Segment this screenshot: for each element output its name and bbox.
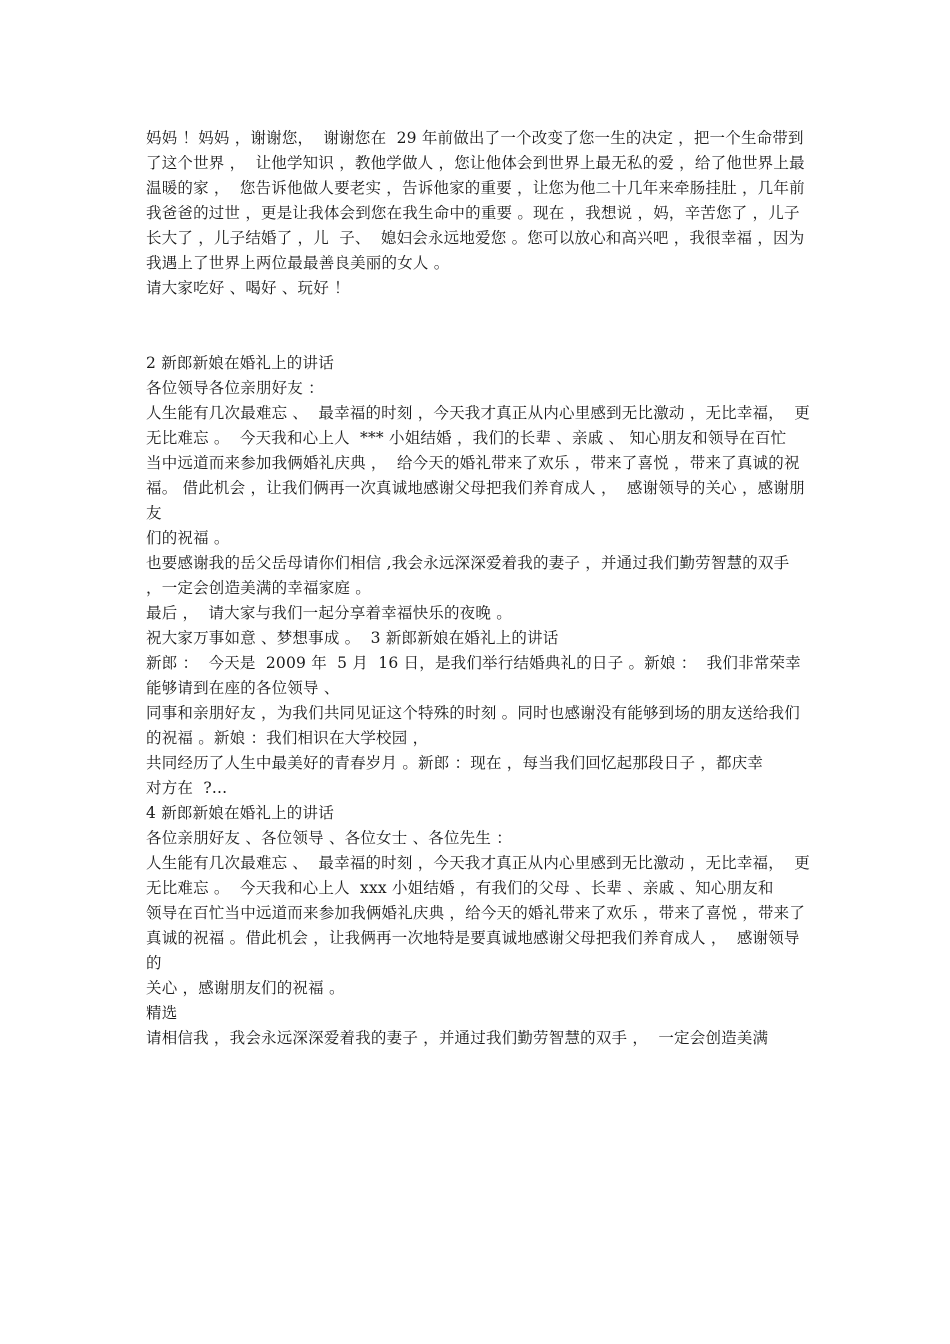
paragraph: 请大家吃好 、喝好 、玩好 ！ <box>146 279 350 297</box>
paragraph: 真诚的祝福 。借此机会 ，让我俩再一次地特是要真诚地感谢父母把我们养育成人 ， 感谢领导的 <box>146 929 800 972</box>
section-heading: 2 新郎新娘在婚礼上的讲话 <box>146 354 334 372</box>
paragraph: 们的祝福 。 <box>146 529 230 547</box>
paragraph: 人生能有几次最难忘 、 最幸福的时刻 ，今天我才真正从内心里感到无比激动 ，无比幸福， 更无比难忘 。 今天我和心上人 xxx 小姐结婚 ，有我们的父母 、长辈 、亲戚 、知心朋友和 <box>146 854 810 897</box>
paragraph: 当中远道而来参加我俩婚礼庆典 ， 给今天的婚礼带来了欢乐 ，带来了喜悦 ，带来了真诚的祝 <box>146 454 800 472</box>
paragraph: 同事和亲朋好友 ，为我们共同见证这个特殊的时刻 。同时也感谢没有能够到场的朋友送给我们的祝福 。新娘 ：我们相识在大学校园 ， <box>146 704 800 747</box>
paragraph-spacer <box>146 301 810 351</box>
paragraph: 祝大家万事如意 、梦想事成 。 3 新郎新娘在婚礼上的讲话 <box>146 629 559 647</box>
paragraph: 关心 ，感谢朋友们的祝福 。 <box>146 979 345 997</box>
paragraph: 精选 <box>146 1004 178 1022</box>
paragraph: 对方在 ?... <box>146 779 228 797</box>
paragraph: 人生能有几次最难忘 、 最幸福的时刻 ，今天我才真正从内心里感到无比激动 ，无比幸福， 更无比难忘 。 今天我和心上人 *** 小姐结婚 ，我们的长辈 、亲戚 、 知心朋友和领导在百忙 <box>146 404 810 447</box>
paragraph: 最后 ， 请大家与我们一起分享着幸福快乐的夜晚 。 <box>146 604 512 622</box>
paragraph: 领导在百忙当中远道而来参加我俩婚礼庆典 ，给今天的婚礼带来了欢乐 ，带来了喜悦 ，带来了 <box>146 904 806 922</box>
paragraph: 新郎 ： 今天是 2009 年 5 月 16 日，是我们举行结婚典礼的日子 。新娘 ： 我们非常荣幸 <box>146 654 801 672</box>
paragraph: 能够请到在座的各位领导 、 <box>146 679 340 697</box>
paragraph: 福。 借此机会 ，让我们俩再一次真诚地感谢父母把我们养育成人 ， 感谢领导的关心 ，感谢朋友 <box>146 479 805 522</box>
section-heading: 4 新郎新娘在婚礼上的讲话 <box>146 804 334 822</box>
paragraph: 妈妈 ！妈妈 ，谢谢您， 谢谢您在 29 年前做出了一个改变了您一生的决定 ，把一个生命带到了这个世界 ， 让他学知识 ，教他学做人 ，您让他体会到世界上最无私的爱 ，给了他世界上最温暖的家 ， 您告诉他做人要老实 ，告诉他家的重要 ，让您为他二十几年来牵肠挂肚 ，几年前我爸爸的过世 ，更是让我体会到您在我生命中的重要 。现在 ，我想说 ，妈，辛苦您了 ，儿子长大了 ，儿子结婚了 ，儿 子、 媳妇会永远地爱您 。您可以放心和高兴吧 ，我很幸福 ，因为我遇上了世界上两位最最善良美丽的女人 。 <box>146 129 805 272</box>
document-body <box>146 126 810 1051</box>
paragraph: 共同经历了人生中最美好的青春岁月 。新郎 ：现在 ，每当我们回忆起那段日子 ，都庆幸 <box>146 754 764 772</box>
paragraph: 各位领导各位亲朋好友 ： <box>146 379 324 397</box>
paragraph: 各位亲朋好友 、各位领导 、各位女士 、各位先生 ： <box>146 829 512 847</box>
paragraph: 也要感谢我的岳父岳母请你们相信 ,我会永远深深爱着我的妻子 ，并通过我们勤劳智慧的双手 ，一定会创造美满的幸福家庭 。 <box>146 554 795 597</box>
paragraph: 请相信我 ，我会永远深深爱着我的妻子 ，并通过我们勤劳智慧的双手 ， 一定会创造美满 <box>146 1029 769 1047</box>
